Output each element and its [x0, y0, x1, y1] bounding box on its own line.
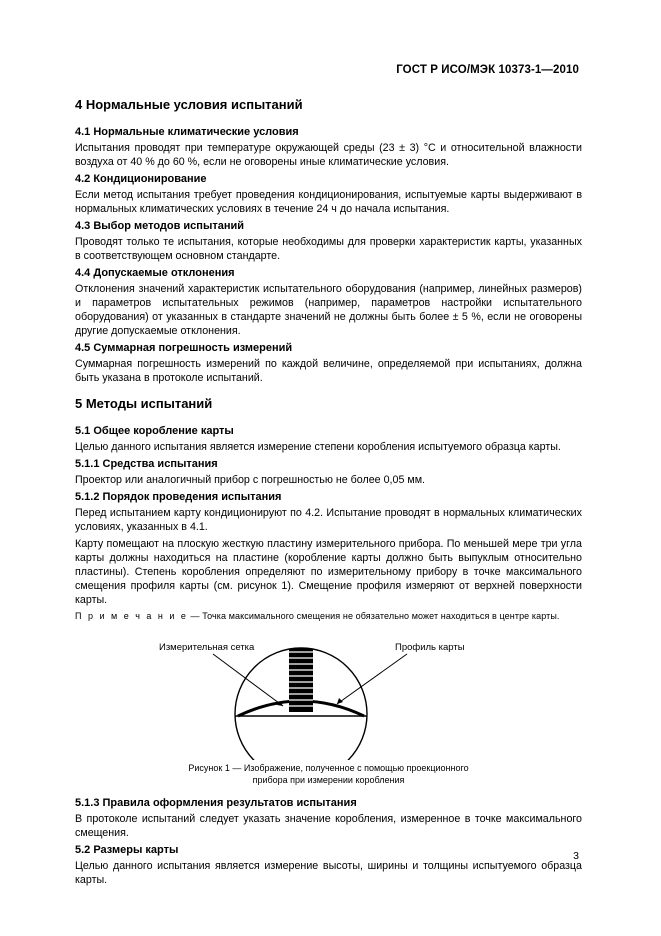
section-5-1-text: Целью данного испытания является измерение степени коробления испытуемого образца карты. — [75, 441, 561, 453]
section-4-3-text: Проводят только те испытания, которые необходимы для проверки характеристик карты, указанных в соответствующем основном стандарте. — [75, 236, 582, 262]
figure-caption-line-2: прибора при измерении коробления — [252, 775, 405, 785]
note-label: П р и м е ч а н и е — [75, 611, 188, 621]
section-5-1-3-title: 5.1.3 Правила оформления результатов испытания — [75, 797, 357, 809]
document-header-id: ГОСТ Р ИСО/МЭК 10373-1—2010 — [396, 64, 579, 76]
section-5-1-1-text: Проектор или аналогичный прибор с погрешностью не более 0,05 мм. — [75, 474, 426, 486]
section-4-1-text: Испытания проводят при температуре окружающей среды (23 ± 3) °C и относительной влажности воздуха от 40 % до 60 %, если не оговорены иные климатические условия. — [75, 142, 582, 168]
section-4-2-text: Если метод испытания требует проведения кондиционирования, испытуемые карты выдерживают в нормальных климатических условиях в течение 24 ч до начала испытания. — [75, 189, 582, 215]
section-5-1-3-text: В протоколе испытаний следует указать значение коробления, измеренное в точке максимального смещения. — [75, 813, 582, 839]
profile-label: Профиль карты — [395, 642, 465, 653]
section-5-1-2-text-1: Перед испытанием карту кондиционируют по 4.2. Испытание проводят в нормальных климатических условиях, указанных в 4.1. — [75, 507, 582, 533]
measuring-grid — [289, 646, 313, 712]
figure-1 — [75, 630, 582, 760]
grid-label: Измерительная сетка — [159, 642, 255, 653]
section-5-1-2-text-2: Карту помещают на плоскую жесткую пластину измерительного прибора. По меньшей мере три угла карты должны находиться на пластине (коробление карты должно быть выпуклым относительно пластины). Степень коробления определяют по измерительному прибору в точке максимального смещения профиля карты (см. рисунок 1). Смещение профиля измеряют от верхней поверхности карты. — [75, 538, 582, 606]
section-4-5-title: 4.5 Суммарная погрешность измерений — [75, 342, 293, 354]
section-5-1-title: 5.1 Общее коробление карты — [75, 425, 234, 437]
section-5-1-1-title: 5.1.1 Средства испытания — [75, 458, 218, 470]
section-4-4-text: Отклонения значений характеристик испытательного оборудования (например, линейных размеров) и параметров испытательных режимов (например, параметров настройки испытательного оборудования) от указанных в стандарте значений не должны быть более ± 5 %, если не оговорены другие допускаемые отклонения. — [75, 283, 582, 337]
section-5-title: 5 Методы испытаний — [75, 396, 213, 411]
section-4-2-title: 4.2 Кондиционирование — [75, 173, 207, 185]
section-5-2-title: 5.2 Размеры карты — [75, 844, 179, 856]
section-5-1-2-title: 5.1.2 Порядок проведения испытания — [75, 491, 282, 503]
section-4-3-title: 4.3 Выбор методов испытаний — [75, 220, 245, 232]
section-4-4-title: 4.4 Допускаемые отклонения — [75, 267, 235, 279]
figure-caption — [75, 762, 582, 786]
section-4-1-title: 4.1 Нормальные климатические условия — [75, 126, 299, 138]
profile-leader-line — [337, 654, 407, 704]
section-4-5-text: Суммарная погрешность измерений по каждой величине, определяемой при испытаниях, должна быть указана в протоколе испытаний. — [75, 358, 582, 384]
section-4-title: 4 Нормальные условия испытаний — [75, 97, 303, 112]
note — [75, 610, 582, 622]
section-5-2-text: Целью данного испытания является измерение высоты, ширины и толщины испытуемого образца карты. — [75, 860, 582, 886]
note-text: — Точка максимального смещения не обязательно может находиться в центре карты. — [187, 611, 560, 621]
figure-caption-line-1: Рисунок 1 — Изображение, полученное с помощью проекционного — [188, 763, 469, 773]
page-number: 3 — [573, 850, 579, 862]
grid-leader-line — [213, 654, 283, 706]
main-content — [75, 97, 582, 890]
warp-projection-diagram — [75, 630, 582, 760]
